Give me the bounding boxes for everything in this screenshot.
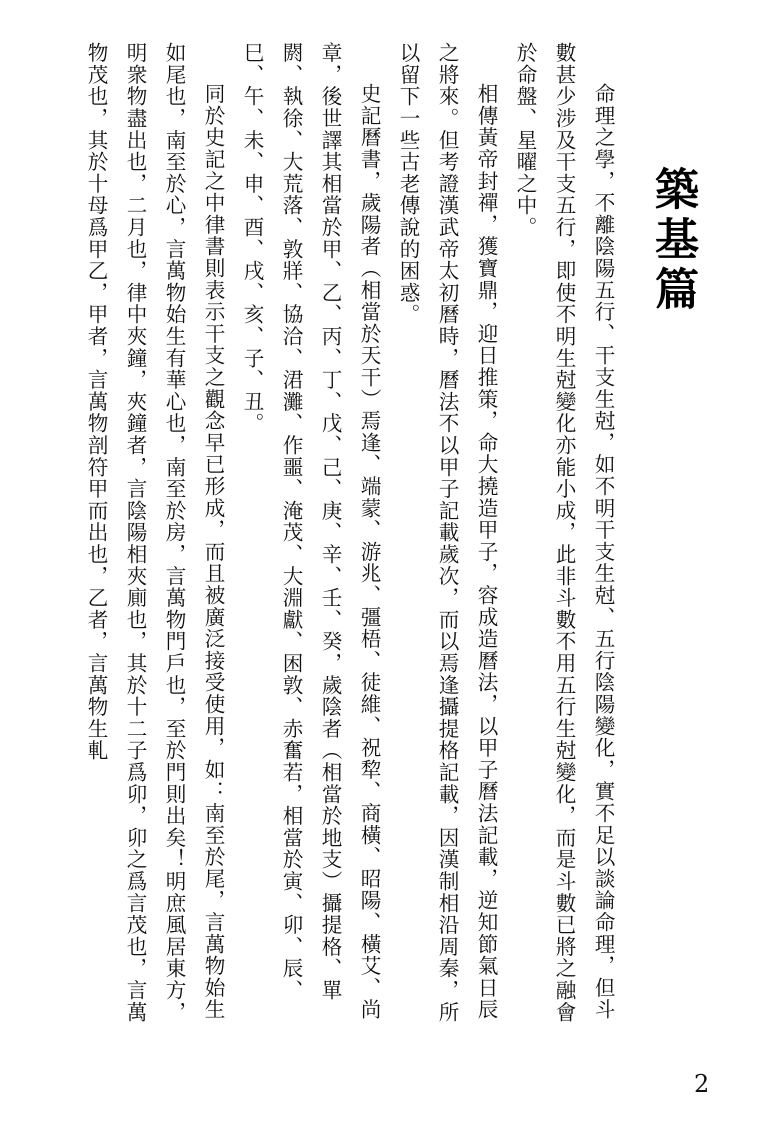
paragraph-1: 命理之學，不離陰陽五行、干支生尅，如不明干支生尅、五行陰陽變化，實不足以談論命理，但斗數甚少涉及干支五行，即使不明生尅變化亦能小成，此非斗數不用五行生尅變化，而是斗數已將之融會於命盤、星曜之中。 — [513, 42, 615, 1023]
paragraph-3: 史記曆書，歲陽者（相當於天干）焉逢、端蒙、游兆、彊梧、徒維、祝犂、商橫、昭陽、橫艾、尚章，後世譯其相當於甲、乙、丙、丁、戊、己、庚、辛、壬、癸，歲陰者（相當於地支）攝提格、單閼、執徐、大荒落、敦牂、協洽、涒灘、作噩、淹茂、大淵獻、困敦、赤奮若，相當於寅、卯、辰、巳、午、未、申、酉、戌、亥、子、丑。 — [240, 42, 381, 1021]
chapter-title: 築基篇 — [647, 166, 698, 316]
paragraph-2: 相傳黃帝封禪，獲寶鼎，迎日推策，命大撓造甲子，容成造曆法，以甲子曆法記載，逆知節氣日辰之將來。但考證漢武帝太初曆時，曆法不以甲子記載歲次，而以焉逢攝提格記載，因漢制相沿周秦，所以留下一些古老傳說的困惑。 — [396, 42, 498, 1023]
body-text — [76, 42, 622, 1042]
page-number: 2 — [694, 1070, 710, 1098]
paragraph-4: 同於史記之中律書則表示干支之觀念早已形成，而且被廣泛接受使用，如：南至於尾，言萬物始生如尾也，南至於心，言萬物始生有華心也，南至於房，言萬物門戶也，至於門則出矣！明庶風居東方，明衆物盡出也，二月也，律中夾鐘，夾鐘者，言陰陽相夾廁也，其於十二子爲卯，卯之爲言茂也，言萬物茂也，其於十母爲甲乙，甲者，言萬物剖符甲而出也，乙者，言萬物生軋 — [84, 42, 225, 1023]
